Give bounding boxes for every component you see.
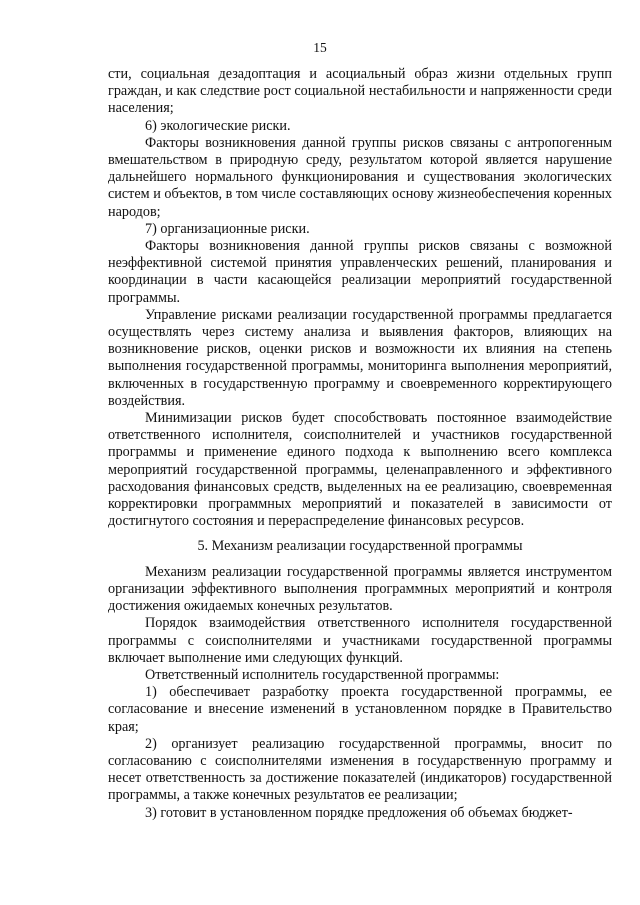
list-item: 1) обеспечивает разработку проекта государственной программы, ее согласование и внесение изменений в установленном порядке в Правительство края;	[108, 684, 612, 735]
list-item: 3) готовит в установленном порядке предложения об объемах бюджет-	[145, 804, 573, 821]
paragraph: Факторы возникновения данной группы рисков связаны с возможной неэффективной системой принятия управленческих решений, планирования и координации в части касающейся реализации мероприятий государственной программы.	[108, 238, 612, 306]
paragraph: Факторы возникновения данной группы рисков связаны с антропогенным вмешательством в природную среду, результатом которой является нарушение дальнейшего нормального функционирования и существования экологических систем и объектов, в том числе составляющих основу жизнеобеспечения коренных народов;	[108, 134, 612, 220]
list-item: 2) организует реализацию государственной программы, вносит по согласованию с соисполнителями изменения в государственную программу и несет ответственность за достижение показателей (индикаторов) государственной программы, а также конечных результатов ее реализации;	[108, 735, 612, 804]
paragraph: Минимизации рисков будет способствовать постоянное взаимодействие ответственного исполнителя, соисполнителей и участников государственной программы и применение единого подхода к выполнению всего комплекса мероприятий государственной программы, целенаправленного и эффективного расходования финансовых средств, выделенных на ее реализацию, своевременная корректировки программных мероприятий и показателей в зависимости от достигнутого состояния и перераспределение финансовых ресурсов.	[108, 410, 612, 530]
document-body	[108, 66, 612, 822]
paragraph: Механизм реализации государственной программы является инструментом организации эффективного выполнения программных мероприятий и контроля достижения ожидаемых конечных результатов.	[108, 563, 612, 615]
paragraph: Порядок взаимодействия ответственного исполнителя государственной программы с соисполнителями и участниками государственной программы включает выполнение ими следующих функций.	[108, 615, 612, 666]
list-item: 6) экологические риски.	[145, 117, 291, 134]
section-heading: 5. Механизм реализации государственной программы	[197, 538, 523, 555]
paragraph: сти, социальная дезадоптация и асоциальный образ жизни отдельных групп граждан, и как следствие рост социальной нестабильности и напряженности среди населения;	[108, 66, 612, 117]
paragraph: Управление рисками реализации государственной программы предлагается осуществлять через систему анализа и выявления факторов, влияющих на возникновение рисков, оценки рисков и возможности их влияния на степень выполнения государственной программы, мониторинга выполнения мероприятий, включенных в государственную программу и своевременного корректирующего воздействия.	[108, 306, 612, 409]
list-item: 7) организационные риски.	[145, 220, 310, 237]
page-number: 15	[313, 40, 327, 55]
paragraph: Ответственный исполнитель государственной программы:	[145, 666, 500, 683]
